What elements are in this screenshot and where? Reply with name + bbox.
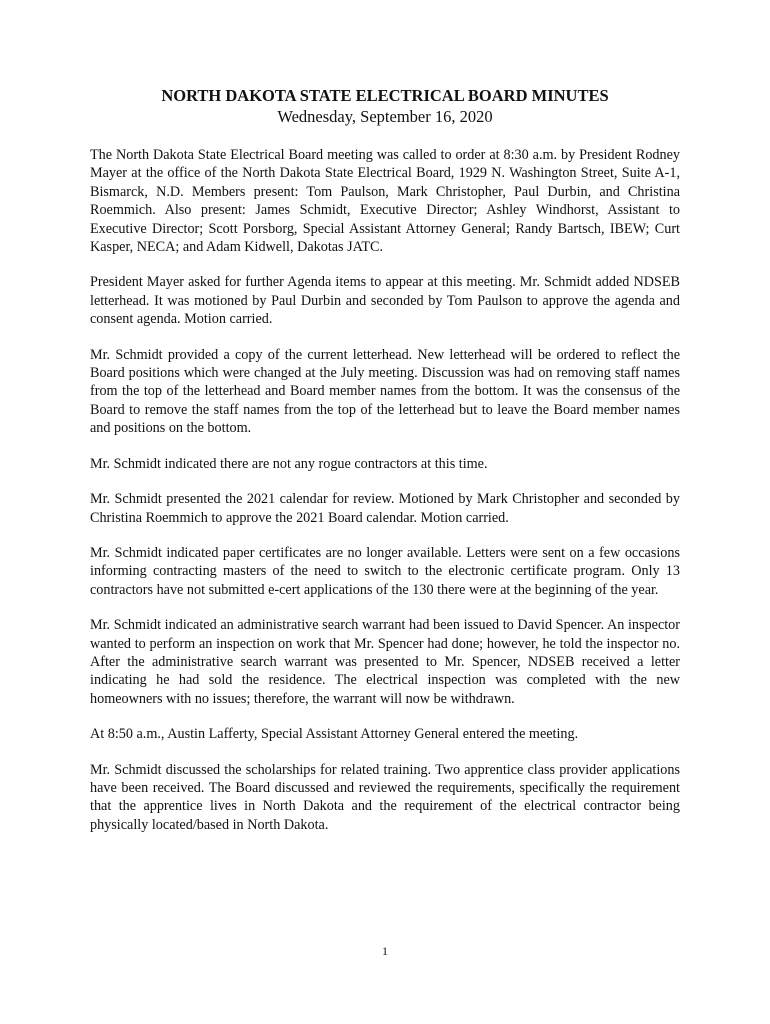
- paragraph-rogue-contractors: Mr. Schmidt indicated there are not any rogue contractors at this time.: [90, 455, 488, 472]
- paragraph-agenda: President Mayer asked for further Agenda items to appear at this meeting. Mr. Schmidt added NDSEB letterhead. It was motioned by Paul Durbin and seconded by Tom Paulson to approve the agenda and consent agenda. Motion carried.: [90, 274, 680, 328]
- paragraph-search-warrant: Mr. Schmidt indicated an administrative search warrant had been issued to David Spencer. An inspector wanted to perform an inspection on work that Mr. Spencer had done; however, he told the inspector no. After the administrative search warrant was presented to Mr. Spencer, NDSEB received a letter indicating he had sold the residence. The electrical inspection was completed with the new homeowners with no issues; therefore, the warrant will now be withdrawn.: [90, 617, 680, 707]
- paragraph-letterhead: Mr. Schmidt provided a copy of the current letterhead. New letterhead will be ordered to reflect the Board positions which were changed at the July meeting. Discussion was had on removing staff names from the top of the letterhead and Board member names from the bottom. It was the consensus of the Board to remove the staff names from the top of the letterhead but to leave the Board member names and positions on the bottom.: [90, 346, 680, 437]
- paragraph-attorney-entered: At 8:50 a.m., Austin Lafferty, Special Assistant Attorney General entered the meeting.: [90, 726, 579, 743]
- paragraph-certificates: Mr. Schmidt indicated paper certificates are no longer available. Letters were sent on a few occasions informing contracting masters of the need to switch to the electronic certificate program. Only 13 contractors have not submitted e-cert applications of the 130 there were at the beginning of the year.: [90, 544, 680, 598]
- paragraph-calendar: Mr. Schmidt presented the 2021 calendar for review. Motioned by Mark Christopher and seconded by Christina Roemmich to approve the 2021 Board calendar. Motion carried.: [90, 491, 680, 526]
- meeting-date: Wednesday, September 16, 2020: [277, 107, 493, 126]
- page-number: 1: [382, 944, 388, 958]
- paragraph-scholarships: Mr. Schmidt discussed the scholarships for related training. Two apprentice class provider applications have been received. The Board discussed and reviewed the requirements, specifically the requirement that the apprentice lives in North Dakota and the requirement of the electrical contractor being physically located/based in North Dakota.: [90, 761, 680, 833]
- document-title: NORTH DAKOTA STATE ELECTRICAL BOARD MINUTES: [161, 86, 609, 105]
- document-body: [90, 146, 680, 851]
- paragraph-call-to-order: The North Dakota State Electrical Board meeting was called to order at 8:30 a.m. by President Rodney Mayer at the office of the North Dakota State Electrical Board, 1929 N. Washington Street, Suite A-1, Bismarck, N.D. Members present: Tom Paulson, Mark Christopher, Paul Durbin, and Christina Roemmich. Also present: James Schmidt, Executive Director; Ashley Windhorst, Assistant to Executive Director; Scott Porsborg, Special Assistant Attorney General; Randy Bartsch, IBEW; Curt Kasper, NECA; and Adam Kidwell, Dakotas JATC.: [90, 147, 680, 256]
